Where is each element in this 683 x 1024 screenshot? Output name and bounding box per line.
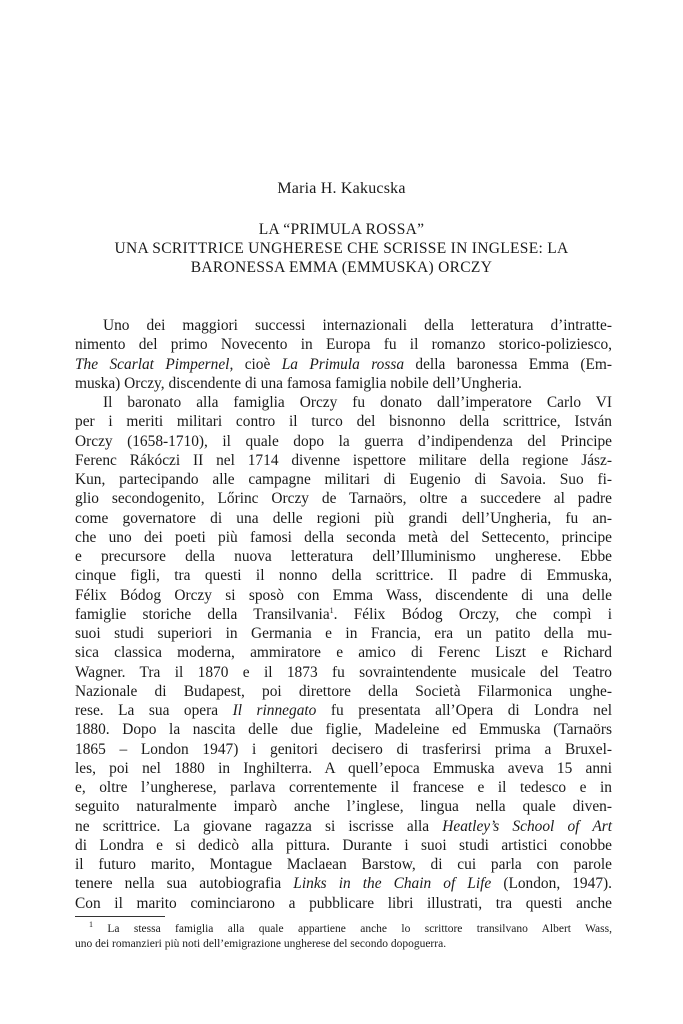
text-line: muska) Orczy, discendente di una famosa famiglia nobile dell’Ungheria. bbox=[75, 374, 522, 392]
title-line: UNA SCRITTRICE UNGHERESE CHE SCRISSE IN INGLESE: LA bbox=[114, 240, 569, 257]
author-name: Maria H. Kakucska bbox=[277, 180, 406, 197]
text-line bbox=[75, 817, 612, 836]
text-line: di Londra e si dedicò alla pittura. Durante i suoi studi artistici conobbe bbox=[75, 836, 612, 854]
text-line: Orczy (1658-1710), il quale dopo la guerra d’indipendenza del Principe bbox=[75, 432, 612, 450]
book-title: Links in the Chain of Life bbox=[293, 875, 492, 893]
footnote-reference: 1 bbox=[329, 605, 334, 615]
text-line: Con il marito cominciarono a pubblicare libri illustrati, tra questi anche bbox=[75, 894, 612, 912]
text-fragment: (London, 1947). bbox=[491, 875, 612, 893]
text-line: Uno dei maggiori successi internazionali della letteratura d’intratte- bbox=[103, 317, 612, 334]
text-line: Il baronato alla famiglia Orczy fu donato dall’imperatore Carlo VI bbox=[103, 394, 612, 411]
title-line: LA “PRIMULA ROSSA” bbox=[258, 221, 425, 238]
text-line: che uno dei poeti più famosi della seconda metà del Settecento, principe bbox=[75, 528, 612, 546]
text-line: come governatore di una delle regioni più grandi dell’Ungheria, fu an- bbox=[75, 509, 612, 527]
text-line bbox=[75, 874, 612, 893]
text-line: Félix Bódog Orczy si sposò con Emma Wass, discendente di una delle bbox=[75, 586, 612, 604]
text-line: Nazionale di Budapest, poi direttore della Società Filarmonica unghe- bbox=[75, 682, 612, 700]
text-fragment: rese. La sua opera bbox=[75, 702, 233, 719]
text-line: Kun, partecipando alle campagne militari di Eugenio di Savoia. Suo fi- bbox=[75, 471, 612, 488]
text-line: les, poi nel 1880 in Inghilterra. A quell’epoca Emmuska aveva 15 anni bbox=[75, 759, 612, 777]
text-line: e, oltre l’ungherese, parlava correntemente il francese e il tedesco e in bbox=[75, 779, 612, 796]
text-fragment: tenere nella sua autobiografia bbox=[75, 875, 294, 893]
text-line: seguito naturalmente imparò anche l’inglese, lingua nella quale diven- bbox=[75, 798, 612, 816]
text-line: suoi studi superiori in Germania e in Francia, era un patito della mu- bbox=[75, 625, 612, 642]
text-line: sica classica moderna, ammiratore e amico di Ferenc Liszt e Richard bbox=[75, 644, 612, 662]
text-fragment: famiglie storiche della Transilvania bbox=[75, 605, 330, 623]
text-line bbox=[75, 605, 612, 624]
text-line: per i meriti militari contro il turco del bisnonno della scrittrice, István bbox=[75, 413, 612, 431]
text-fragment: . Félix Bódog Orczy, che compì i bbox=[333, 605, 612, 623]
text-fragment: della baronessa Emma (Em- bbox=[404, 355, 612, 373]
article-title bbox=[60, 220, 623, 277]
text-line: e precursore della nuova letteratura dell’Illuminismo ungherese. Ebbe bbox=[75, 548, 612, 565]
text-fragment: fu presentata all’Opera di Londra nel bbox=[316, 702, 612, 719]
text-line: nimento del primo Novecento in Europa fu il romanzo storico-poliziesco, bbox=[75, 336, 612, 354]
footnote-marker: 1 bbox=[89, 920, 93, 930]
text-line bbox=[75, 355, 612, 374]
text-line: il futuro marito, Montague Maclaean Barstow, di cui parla con parole bbox=[75, 856, 612, 873]
book-title: La Primula rossa bbox=[281, 355, 405, 373]
footnote-divider bbox=[75, 916, 165, 917]
footnote-line: uno dei romanzieri più noti dell’emigrazione ungherese del secondo dopoguerra. bbox=[75, 938, 447, 950]
text-fragment: cioè bbox=[233, 355, 282, 373]
text-fragment: La stessa famiglia alla quale appartiene anche lo scrittore transilvano Albert Wass, bbox=[93, 923, 612, 935]
school-name: Heatley’s School of Art bbox=[442, 817, 612, 835]
text-line: glio secondogenito, Lőrinc Orczy de Tarnaörs, oltre a succedere al padre bbox=[75, 490, 612, 508]
book-title: The Scarlat Pimpernel, bbox=[75, 355, 234, 373]
text-line: 1865 – London 1947) i genitori decisero di trasferirsi prima a Bruxel- bbox=[75, 740, 612, 758]
footnote bbox=[75, 922, 612, 952]
article-body bbox=[75, 316, 612, 913]
text-line: Wagner. Tra il 1870 e il 1873 fu sovraintendente musicale del Teatro bbox=[75, 663, 612, 681]
text-line: 1880. Dopo la nascita delle due figlie, Madeleine ed Emmuska (Tarnaörs bbox=[75, 721, 612, 739]
footnote-line bbox=[75, 922, 612, 937]
text-line bbox=[75, 701, 612, 720]
text-line: cinque figli, tra questi il nonno della scrittrice. Il padre di Emmuska, bbox=[75, 567, 612, 585]
text-fragment: ne scrittrice. La giovane ragazza si iscrisse alla bbox=[75, 817, 443, 835]
title-line: BARONESSA EMMA (EMMUSKA) ORCZY bbox=[190, 259, 493, 276]
text-line: Ferenc Rákóczi II nel 1714 divenne ispettore militare della regione Jász- bbox=[75, 451, 612, 469]
opera-title: Il rinnegato bbox=[232, 702, 317, 719]
